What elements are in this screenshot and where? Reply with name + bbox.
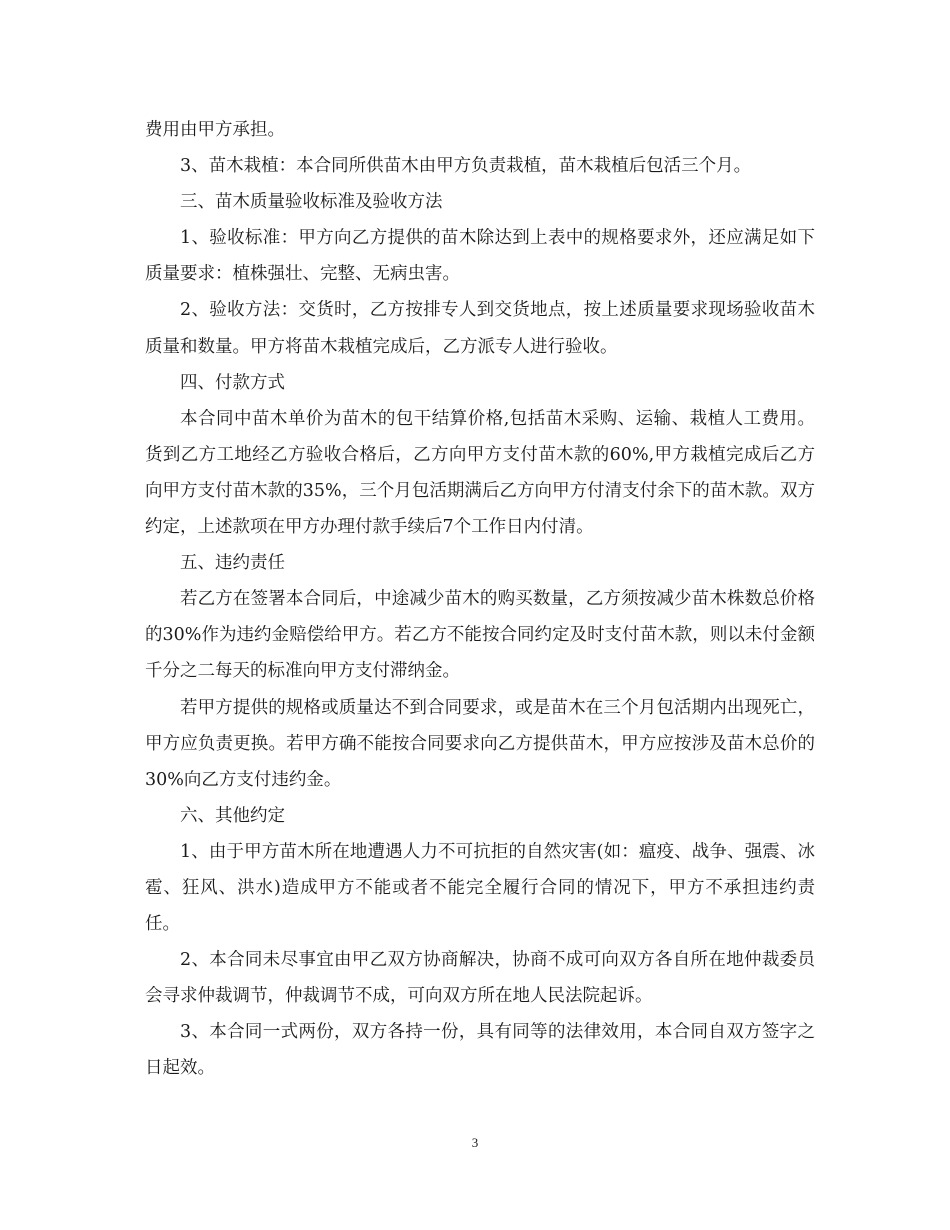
clause-dispute-resolution: 2、本合同未尽事宜由甲乙双方协商解决，协商不成可向双方各自所在地仲裁委员会寻求仲裁调节，仲裁调节不成，可向双方所在地人民法院起诉。 <box>145 950 815 1007</box>
clause-copies-validity: 3、本合同一式两份，双方各持一份，具有同等的法律效用，本合同自双方签字之日起效。 <box>145 1022 815 1079</box>
clause-breach-party-a: 若甲方提供的规格或质量达不到合同要求，或是苗木在三个月包活期内出现死亡，甲方应负责更换。若甲方确不能按合同要求向乙方提供苗木，甲方应按涉及苗木总价的30%向乙方支付违约金。 <box>145 697 815 790</box>
clause-planting: 3、苗木栽植：本合同所供苗木由甲方负责栽植，苗木栽植后包活三个月。 <box>180 156 752 177</box>
paragraph-continuation: 费用由甲方承担。 <box>145 120 285 140</box>
page-number: 3 <box>471 1135 479 1150</box>
clause-payment-terms: 本合同中苗木单价为苗木的包干结算价格,包括苗木采购、运输、栽植人工费用。货到乙方工地经乙方验收合格后，乙方向甲方支付苗木款的60%,甲方栽植完成后乙方向甲方支付苗木款的35%，三个月包活期满后乙方向甲方付清支付余下的苗木款。双方约定，上述款项在甲方办理付款手续后7个工作日内付清。 <box>145 408 815 538</box>
clause-force-majeure: 1、由于甲方苗木所在地遭遇人力不可抗拒的自然灾害(如：瘟疫、战争、强震、冰雹、狂风、洪水)造成甲方不能或者不能完全履行合同的情况下，甲方不承担违约责任。 <box>145 841 815 935</box>
document-body <box>145 112 815 1087</box>
clause-breach-party-b: 若乙方在签署本合同后，中途减少苗木的购买数量，乙方须按减少苗木株数总价格的30%作为违约金赔偿给甲方。若乙方不能按合同约定及时支付苗木款，则以未付金额千分之二每天的标准向甲方支付滞纳金。 <box>145 589 815 682</box>
clause-acceptance-standard: 1、验收标准：甲方向乙方提供的苗木除达到上表中的规格要求外，还应满足如下质量要求：植株强壮、完整、无病虫害。 <box>145 228 815 285</box>
section-heading-acceptance: 三、苗木质量验收标准及验收方法 <box>180 192 443 213</box>
clause-acceptance-method: 2、验收方法：交货时，乙方按排专人到交货地点，按上述质量要求现场验收苗木质量和数量。甲方将苗木栽植完成后，乙方派专人进行验收。 <box>145 300 815 357</box>
section-heading-other: 六、其他约定 <box>180 805 285 826</box>
section-heading-breach: 五、违约责任 <box>180 553 285 574</box>
section-heading-payment: 四、付款方式 <box>180 372 285 393</box>
